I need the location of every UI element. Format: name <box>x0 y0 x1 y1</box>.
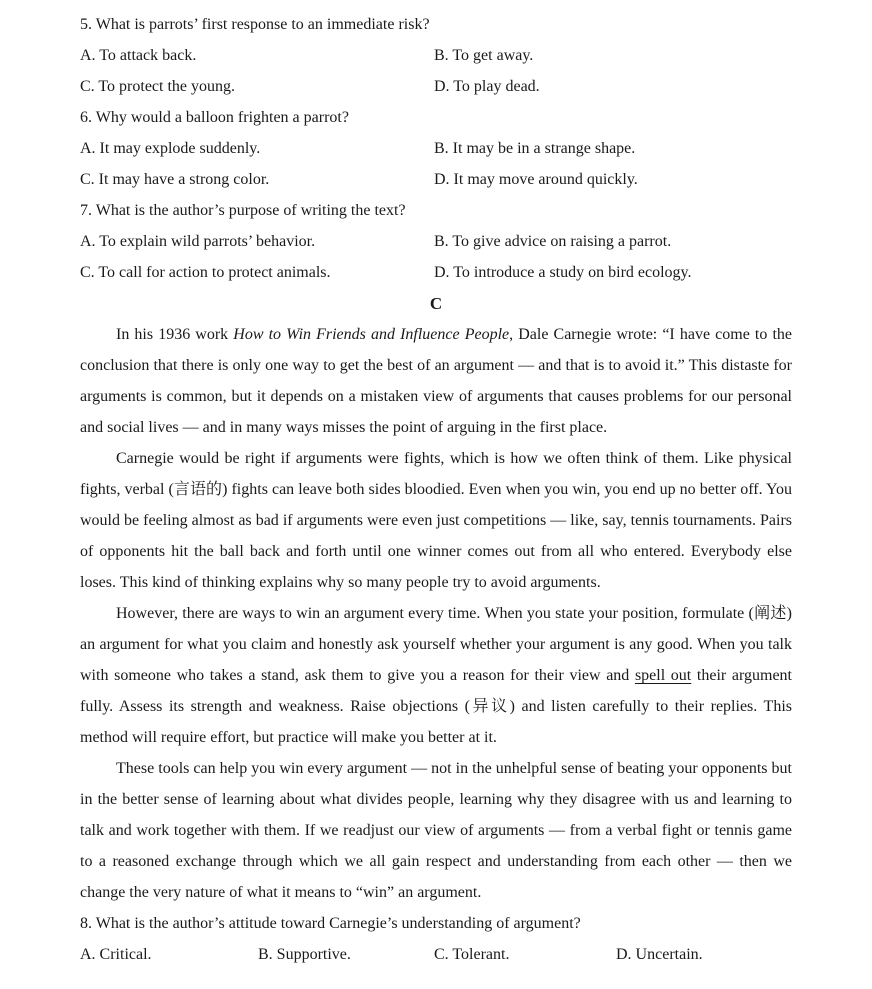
question-5-option-c: C. To protect the young. <box>80 78 236 95</box>
question-8-option-b: B. Supportive. <box>258 946 351 963</box>
book-title-italic: How to Win Friends and Influence People <box>233 326 510 343</box>
text-segment: their argument fully. Assess its strength and weakness. Raise objections (异议) and listen carefully to their replies. This method will require effort, but practice will make you better at it. <box>80 667 792 746</box>
question-6-option-d: D. It may move around quickly. <box>434 171 638 188</box>
section-c-heading: C <box>429 294 443 313</box>
question-6-option-c: C. It may have a strong color. <box>80 171 270 188</box>
passage-paragraph-2 <box>80 443 792 598</box>
text-segment: In his 1936 work <box>116 326 234 343</box>
question-8-option-d: D. Uncertain. <box>616 946 703 963</box>
question-5-option-b: B. To get away. <box>434 47 534 64</box>
underlined-phrase: spell out <box>634 667 692 684</box>
question-8-text: 8. What is the author’s attitude toward Carnegie’s understanding of argument? <box>80 915 581 932</box>
question-7-options-row-2 <box>80 257 792 288</box>
passage-paragraph-4 <box>80 753 792 908</box>
text-segment: Carnegie would be right if arguments were fights, which is how we often think of them. Like physical fights, verbal (言语的) fights can leave both sides bloodied. Even when you win, you end up no better off. You would be feeling almost as bad if arguments were even just competitions — like, say, tennis tournaments. Pairs of opponents hit the ball back and forth until one winner comes out from all who entered. Everybody else loses. This kind of thinking explains why so many people try to avoid arguments. <box>80 450 792 591</box>
question-8-options-row <box>80 939 792 970</box>
text-segment: However, there are ways to win an argument every time. When you state your position, formulate (阐述) an argument for what you claim and honestly ask yourself whether your argument is any good. When you talk with someone who takes a stand, ask them to give you a reason for their view and <box>80 605 792 684</box>
question-7-option-d: D. To introduce a study on bird ecology. <box>434 264 692 281</box>
passage-paragraph-1 <box>80 319 792 443</box>
question-5-options-row-2 <box>80 71 792 102</box>
question-5-text: 5. What is parrots’ first response to an immediate risk? <box>80 16 430 33</box>
question-7-text: 7. What is the author’s purpose of writing the text? <box>80 202 406 219</box>
question-7-option-a: A. To explain wild parrots’ behavior. <box>80 233 316 250</box>
question-5-options-row-1 <box>80 40 792 71</box>
question-5-option-d: D. To play dead. <box>434 78 540 95</box>
question-8-option-a: A. Critical. <box>80 946 152 963</box>
question-6-option-a: A. It may explode suddenly. <box>80 140 261 157</box>
question-7-option-b: B. To give advice on raising a parrot. <box>434 233 672 250</box>
text-segment: , Dale Carnegie wrote: “I have come to the conclusion that there is only one way to get the best of an argument — and that is to avoid it.” This distaste for arguments is common, but it depends on a mistaken view of arguments that causes problems for our personal and social lives — and in many ways misses the point of arguing in the first place. <box>80 326 792 436</box>
question-5-option-a: A. To attack back. <box>80 47 197 64</box>
question-7-options-row-1 <box>80 226 792 257</box>
text-segment: These tools can help you win every argument — not in the unhelpful sense of beating your opponents but in the better sense of learning about what divides people, learning why they disagree with us and learning to talk and work together with them. If we readjust our view of arguments — from a verbal fight or tennis game to a reasoned exchange through which we all gain respect and understanding from each other — then we change the very nature of what it means to “win” an argument. <box>80 760 792 901</box>
question-6-option-b: B. It may be in a strange shape. <box>434 140 636 157</box>
passage-paragraph-3 <box>80 598 792 753</box>
question-7-option-c: C. To call for action to protect animals. <box>80 264 331 281</box>
question-6-options-row-2 <box>80 164 792 195</box>
question-8-option-c: C. Tolerant. <box>434 946 510 963</box>
question-6-options-row-1 <box>80 133 792 164</box>
question-6-text: 6. Why would a balloon frighten a parrot? <box>80 109 349 126</box>
